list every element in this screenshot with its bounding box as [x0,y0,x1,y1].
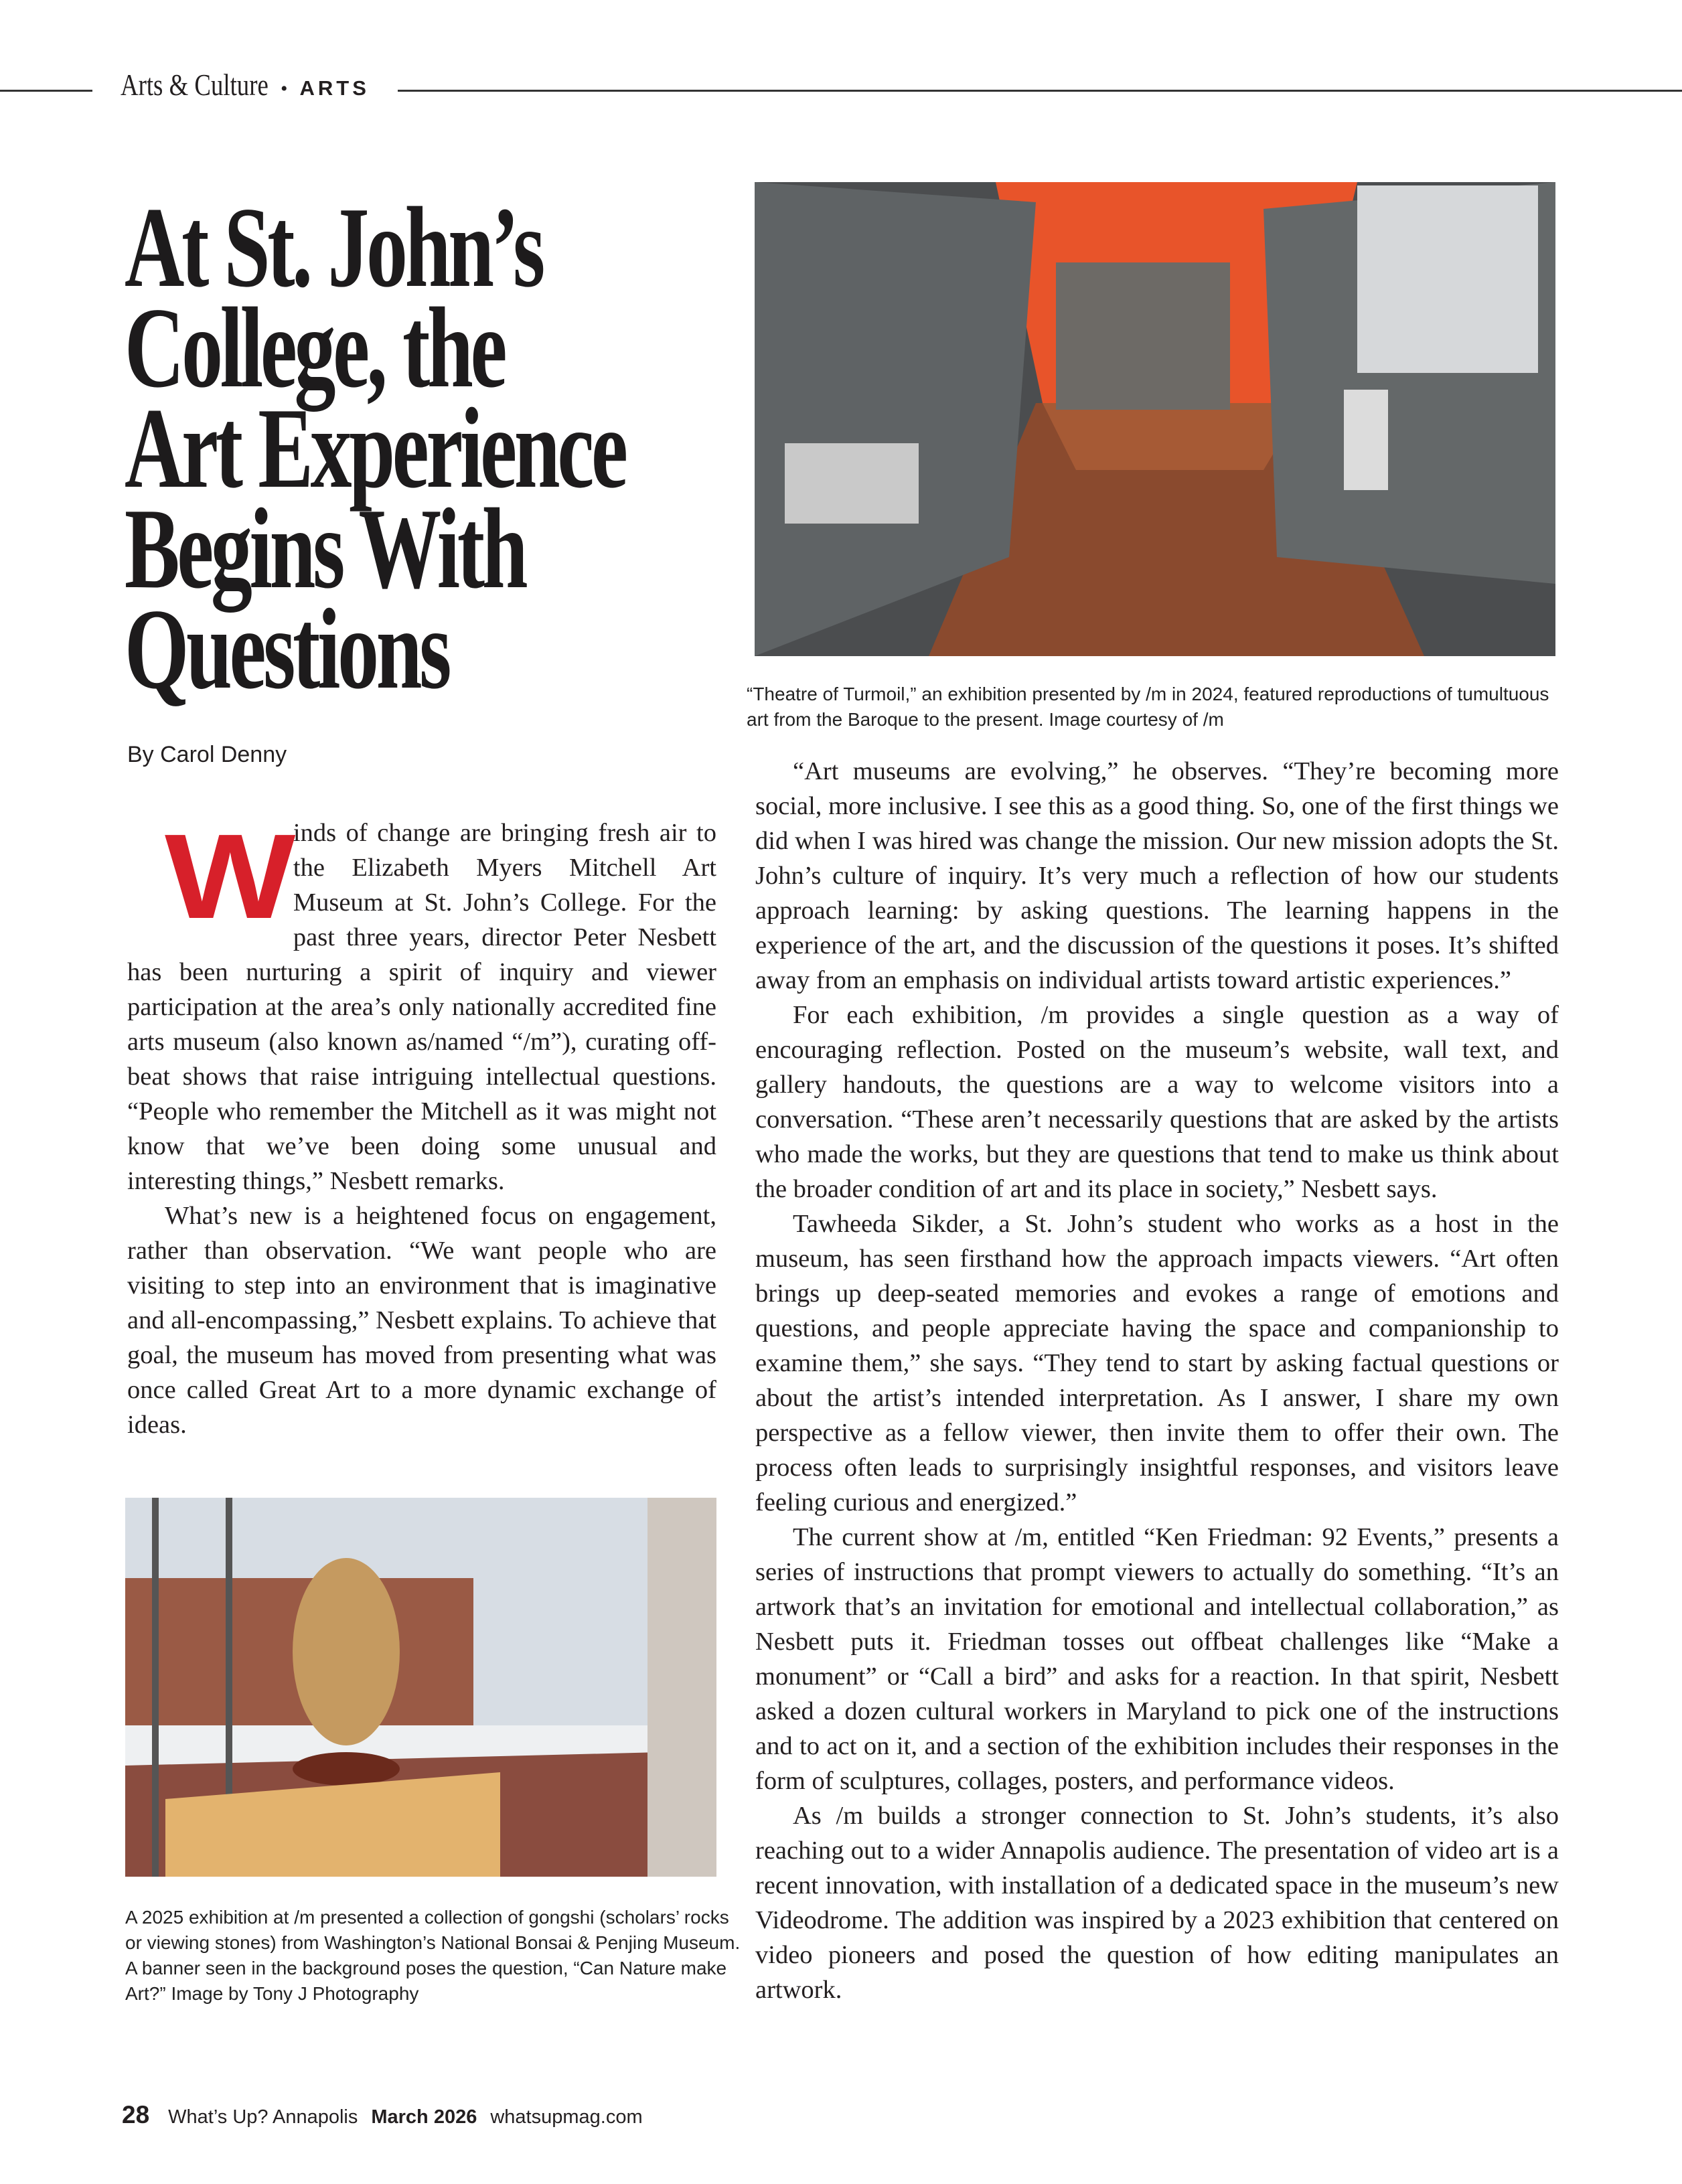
magazine-name: What’s Up? Annapolis [168,2106,358,2128]
title-line: Art Experience [125,385,625,512]
exhibition-photo-theatre-of-turmoil [755,182,1555,656]
title-line: At St. John’s [125,184,542,311]
paragraph: The current show at /m, entitled “Ken Friedman: 92 Events,” presents a series of instructions that prompt viewers to actually do something. “It’s an artwork that’s an invitation for emotional and intellectual collaboration,” as Nesbett puts it. Friedman tosses out offbeat challenges like “Make a monument” or “Call a bird” and asks for a reaction. In that spirit, Nesbett asked a dozen cultural workers in Maryland to pick one of the instructions and to act on it, and a section of the exhibition includes their responses in the form of sculptures, collages, posters, and performance videos. [755,1523,1559,1795]
section-separator: • [280,78,288,100]
drop-cap: W [165,809,290,944]
paragraph: What’s new is a heightened focus on engagement, rather than observation. “We want people who are visiting to step into an environment that is imaginative and all-encompassing,” Nesbett explains. To achieve that goal, the museum has moved from presenting what was once called Great Art to a more dynamic exchange of ideas. [127,1202,716,1439]
section-category: Arts & Culture [121,68,269,102]
paragraph: “Art museums are evolving,” he observes. “They’re becoming more social, more inclusive. I see this as a good thing. So, one of the first things we did when I was hired was change the mission. Our new mission adopts the St. John’s culture of inquiry. It’s very much a reflection of how our students approach learning: by asking questions. The learning happens in the experience of the art, and the discussion of the questions it poses. It’s shifted away from an emphasis on individual artists toward artistic experiences.” [755,757,1559,994]
byline: By Carol Denny [127,742,287,767]
left-column [127,809,716,1442]
page-footer [122,2101,643,2129]
page-number: 28 [122,2101,150,2128]
paragraph: As /m builds a stronger connection to St. John’s students, it’s also reaching out to a wider Annapolis audience. The presentation of video art is a recent innovation, with installation of a dedicated space in the museum’s new Videodrome. The addition was inspired by a 2023 exhibition that centered on video pioneers and posed the question of how editing manipulates an artwork. [755,1802,1559,2004]
section-subcategory: ARTS [299,76,370,100]
header-rule-right [398,90,1682,92]
top-photo-caption: “Theatre of Turmoil,” an exhibition presented by /m in 2024, featured reproductions of tumultuous art from the Baroque to the present. Image courtesy of /m [747,684,1549,730]
article-title [125,184,727,713]
exhibition-photo-gongshi [125,1498,716,1877]
title-line: Questions [125,586,449,713]
website: whatsupmag.com [490,2106,643,2128]
paragraph: Tawheeda Sikder, a St. John’s student who works as a host in the museum, has seen firsthand how the approach impacts viewers. “Art often brings up deep-seated memories and evokes a range of emotions and questions, and people appreciate having the space and companionship to examine them,” she says. “They tend to start by asking factual questions or about the artist’s intended interpretation. As I answer, I share my own perspective as a fellow viewer, then invite them to offer their own. The process often leads to surprisingly insightful responses, and visitors leave feeling curious and energized.” [755,1210,1559,1516]
title-line: Begins With [125,485,526,613]
issue-date: March 2026 [371,2106,477,2128]
paragraph: For each exhibition, /m provides a single question as a way of encouraging reflection. Posted on the museum’s website, wall text, and gallery handouts, the questions are a way to welcome visitors into a conversation. “These aren’t necessarily questions that are asked by the artists who made the works, but they are questions that tend to make us think about the broader condition of art and its place in society,” Nesbett says. [755,1001,1559,1203]
title-line: College, the [125,285,505,412]
bottom-photo-caption: A 2025 exhibition at /m presented a collection of gongshi (scholars’ rocks or viewing stones) from Washington’s National Bonsai & Penjing Museum. A banner seen in the background poses the question, “Can Nature make Art?” Image by Tony J Photography [125,1907,741,2004]
section-header [121,67,370,102]
gallery-illustration [755,182,1555,656]
paragraph: inds of change are bringing fresh air to the Elizabeth Myers Mitchell Art Museum at St. John’s College. For the past three years, director Peter Nesbett has been nurturing a spirit of inquiry and viewer participation at the area’s only nationally accredited fine arts museum (also known as/named “/m”), curating off-beat shows that raise intriguing intellectual questions. “People who remember the Mitchell as it was might not know that we’ve been doing some unusual and interesting things,” Nesbett remarks. [127,819,716,1195]
right-column [755,754,1559,2007]
header-rule-left [0,90,92,92]
gongshi-illustration [125,1498,716,1877]
